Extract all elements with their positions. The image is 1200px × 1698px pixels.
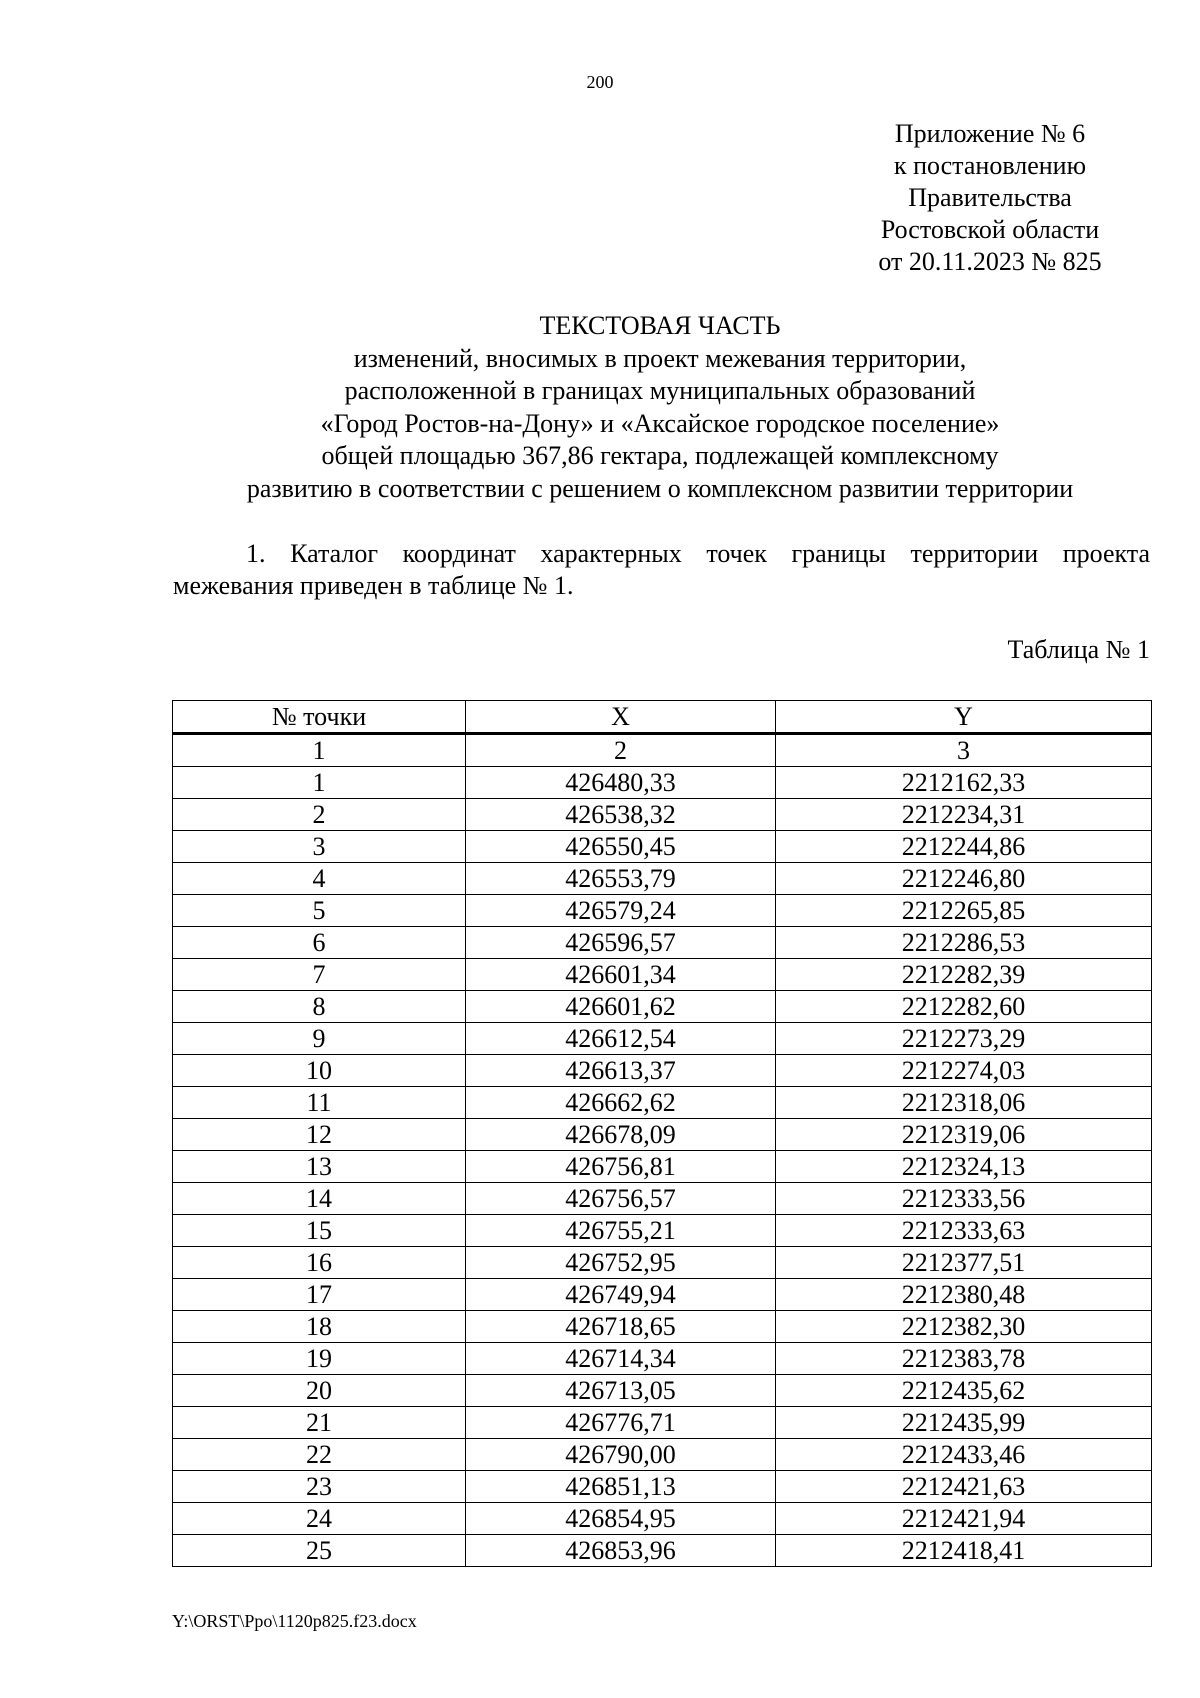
cell-x: 426579,24 <box>466 895 776 927</box>
document-title <box>150 310 1170 505</box>
table-row <box>173 1439 1152 1471</box>
table-row <box>173 1151 1152 1183</box>
cell-y: 2212324,13 <box>776 1151 1152 1183</box>
cell-x: 426790,00 <box>466 1439 776 1471</box>
table-row <box>173 799 1152 831</box>
header-y: Y <box>776 701 1152 734</box>
header-x: X <box>466 701 776 734</box>
cell-point-number: 14 <box>173 1183 466 1215</box>
cell-y: 2212433,46 <box>776 1439 1152 1471</box>
cell-point-number: 18 <box>173 1311 466 1343</box>
cell-y: 2212435,99 <box>776 1407 1152 1439</box>
cell-point-number: 22 <box>173 1439 466 1471</box>
table-row <box>173 991 1152 1023</box>
cell-point-number: 16 <box>173 1247 466 1279</box>
cell-y: 2212418,41 <box>776 1535 1152 1567</box>
cell-y: 2212435,62 <box>776 1375 1152 1407</box>
cell-x: 426851,13 <box>466 1471 776 1503</box>
cell-y: 2212380,48 <box>776 1279 1152 1311</box>
table-row <box>173 1471 1152 1503</box>
cell-y: 2212274,03 <box>776 1055 1152 1087</box>
cell-point-number: 11 <box>173 1087 466 1119</box>
cell-x: 426755,21 <box>466 1215 776 1247</box>
appendix-line: Приложение № 6 <box>894 119 1086 148</box>
cell-y: 2212377,51 <box>776 1247 1152 1279</box>
table-row <box>173 1183 1152 1215</box>
table-row <box>173 1503 1152 1535</box>
cell-y: 2212234,31 <box>776 799 1152 831</box>
title-line: расположенной в границах муниципальных образований <box>344 376 976 405</box>
cell-point-number: 4 <box>173 863 466 895</box>
cell-y: 2212421,94 <box>776 1503 1152 1535</box>
cell-point-number: 3 <box>173 831 466 863</box>
cell-y: 2212318,06 <box>776 1087 1152 1119</box>
cell-y: 2212319,06 <box>776 1119 1152 1151</box>
cell-y: 2212162,33 <box>776 767 1152 799</box>
column-number: 1 <box>173 734 466 767</box>
cell-x: 426596,57 <box>466 927 776 959</box>
cell-point-number: 13 <box>173 1151 466 1183</box>
cell-point-number: 10 <box>173 1055 466 1087</box>
cell-x: 426718,65 <box>466 1311 776 1343</box>
cell-point-number: 7 <box>173 959 466 991</box>
cell-x: 426612,54 <box>466 1023 776 1055</box>
cell-point-number: 25 <box>173 1535 466 1567</box>
cell-y: 2212383,78 <box>776 1343 1152 1375</box>
appendix-line: от 20.11.2023 № 825 <box>878 247 1102 276</box>
cell-point-number: 1 <box>173 767 466 799</box>
title-line: изменений, вносимых в проект межевания территории, <box>353 343 967 373</box>
title-line: развитию в соответствии с решением о комплексном развитии территории <box>246 473 1074 503</box>
cell-y: 2212382,30 <box>776 1311 1152 1343</box>
cell-y: 2212244,86 <box>776 831 1152 863</box>
cell-x: 426538,32 <box>466 799 776 831</box>
cell-x: 426749,94 <box>466 1279 776 1311</box>
coordinates-table <box>172 700 1152 1567</box>
table-row <box>173 959 1152 991</box>
cell-x: 426714,34 <box>466 1343 776 1375</box>
title-heading: ТЕКСТОВАЯ ЧАСТЬ <box>539 311 781 340</box>
cell-point-number: 2 <box>173 799 466 831</box>
cell-x: 426662,62 <box>466 1087 776 1119</box>
cell-y: 2212286,53 <box>776 927 1152 959</box>
cell-y: 2212333,56 <box>776 1183 1152 1215</box>
column-number: 2 <box>466 734 776 767</box>
table-row <box>173 767 1152 799</box>
cell-point-number: 19 <box>173 1343 466 1375</box>
cell-x: 426756,57 <box>466 1183 776 1215</box>
cell-y: 2212333,63 <box>776 1215 1152 1247</box>
table-row <box>173 1119 1152 1151</box>
table-body <box>173 767 1152 1567</box>
cell-y: 2212282,60 <box>776 991 1152 1023</box>
column-number-row <box>173 734 1152 767</box>
cell-y: 2212421,63 <box>776 1471 1152 1503</box>
cell-x: 426480,33 <box>466 767 776 799</box>
cell-point-number: 9 <box>173 1023 466 1055</box>
page-number: 200 <box>586 72 614 92</box>
cell-point-number: 5 <box>173 895 466 927</box>
cell-x: 426853,96 <box>466 1535 776 1567</box>
cell-x: 426752,95 <box>466 1247 776 1279</box>
appendix-line: к постановлению <box>893 151 1087 180</box>
footer-file-path: Y:\ORST\Ppo\1120p825.f23.docx <box>172 1611 417 1631</box>
cell-point-number: 12 <box>173 1119 466 1151</box>
cell-y: 2212273,29 <box>776 1023 1152 1055</box>
header-point-number: № точки <box>173 701 466 734</box>
cell-y: 2212282,39 <box>776 959 1152 991</box>
cell-point-number: 17 <box>173 1279 466 1311</box>
table-row <box>173 863 1152 895</box>
cell-point-number: 15 <box>173 1215 466 1247</box>
title-line: общей площадью 367,86 гектара, подлежащей комплексному <box>321 441 999 470</box>
table-header-row <box>173 701 1152 734</box>
appendix-block <box>840 118 1140 278</box>
cell-point-number: 20 <box>173 1375 466 1407</box>
cell-x: 426613,37 <box>466 1055 776 1087</box>
cell-point-number: 23 <box>173 1471 466 1503</box>
table-row <box>173 1215 1152 1247</box>
cell-x: 426776,71 <box>466 1407 776 1439</box>
cell-x: 426854,95 <box>466 1503 776 1535</box>
table-row <box>173 1407 1152 1439</box>
cell-point-number: 6 <box>173 927 466 959</box>
cell-x: 426601,34 <box>466 959 776 991</box>
table-row <box>173 831 1152 863</box>
cell-point-number: 24 <box>173 1503 466 1535</box>
column-number: 3 <box>776 734 1152 767</box>
table-row <box>173 1311 1152 1343</box>
table-row <box>173 1535 1152 1567</box>
table-row <box>173 1023 1152 1055</box>
cell-point-number: 8 <box>173 991 466 1023</box>
cell-x: 426550,45 <box>466 831 776 863</box>
title-line: «Город Ростов-на-Дону» и «Аксайское городское поселение» <box>320 408 1000 438</box>
table-row <box>173 895 1152 927</box>
appendix-line: Ростовской области <box>880 215 1100 244</box>
cell-x: 426756,81 <box>466 1151 776 1183</box>
cell-x: 426601,62 <box>466 991 776 1023</box>
table-row <box>173 1055 1152 1087</box>
table-row <box>173 927 1152 959</box>
table-row <box>173 1279 1152 1311</box>
catalog-paragraph: 1. Каталог координат характерных точек границы территории проекта межевания приведен в таблице № 1. <box>173 539 1150 600</box>
table-row <box>173 1247 1152 1279</box>
cell-point-number: 21 <box>173 1407 466 1439</box>
table-row <box>173 1343 1152 1375</box>
cell-x: 426553,79 <box>466 863 776 895</box>
cell-x: 426678,09 <box>466 1119 776 1151</box>
appendix-line: Правительства <box>908 183 1072 212</box>
cell-y: 2212265,85 <box>776 895 1152 927</box>
table-caption: Таблица № 1 <box>1007 635 1150 664</box>
cell-y: 2212246,80 <box>776 863 1152 895</box>
cell-x: 426713,05 <box>466 1375 776 1407</box>
table-row <box>173 1375 1152 1407</box>
table-row <box>173 1087 1152 1119</box>
